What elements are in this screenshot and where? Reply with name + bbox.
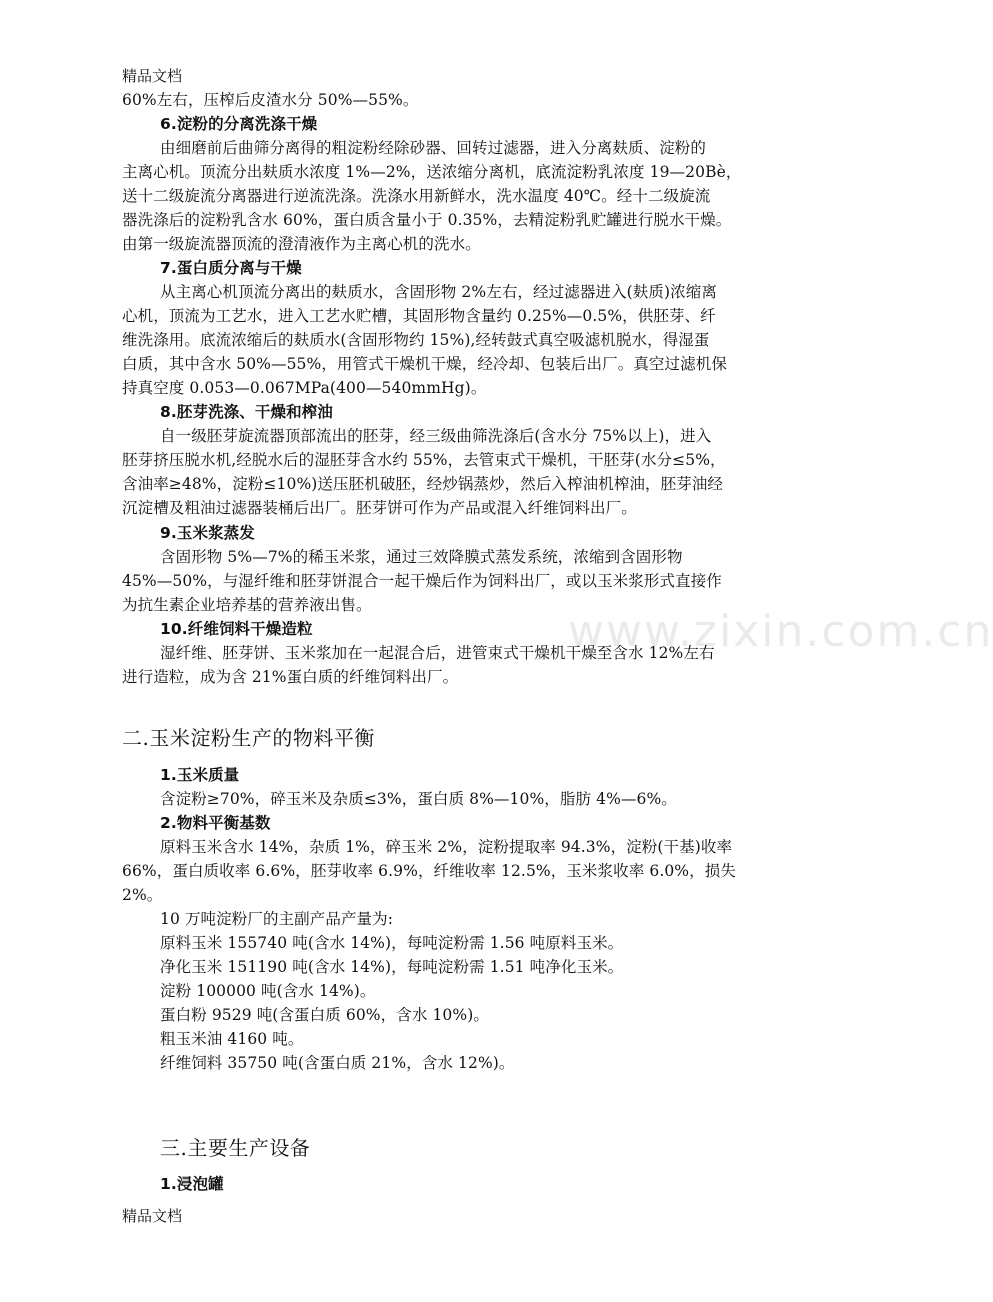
- text-line: 60%左右，压榨后皮渣水分 50%—55%。: [122, 91, 419, 109]
- text-line: 净化玉米 151190 吨(含水 14%)，每吨淀粉需 1.51 吨净化玉米。: [160, 958, 624, 976]
- page-header: 精品文档: [122, 67, 183, 85]
- text-line: 从主离心机顶流分离出的麸质水，含固形物 2%左右，经过滤器进入(麸质)浓缩离: [160, 283, 717, 301]
- text-line: 原料玉米 155740 吨(含水 14%)，每吨淀粉需 1.56 吨原料玉米。: [160, 934, 624, 952]
- text-line: 沉淀槽及粗油过滤器装桶后出厂。胚芽饼可作为产品或混入纤维饲料出厂。: [122, 499, 637, 517]
- text-line: 维洗涤用。底流浓缩后的麸质水(含固形物约 15%),经转鼓式真空吸滤机脱水，得湿蛋: [122, 331, 710, 349]
- text-line: 自一级胚芽旋流器顶部流出的胚芽，经三级曲筛洗涤后(含水分 75%以上)，进入: [160, 427, 712, 445]
- text-line: 心机，顶流为工艺水，进入工艺水贮槽，其固形物含量约 0.25%—0.5%，供胚芽、纤: [122, 307, 716, 325]
- text-line: 含固形物 5%—7%的稀玉米浆，通过三效降膜式蒸发系统，浓缩到含固形物: [160, 548, 683, 566]
- chapter-heading: 三.主要生产设备: [160, 1136, 311, 1160]
- text-line: 淀粉 100000 吨(含水 14%)。: [160, 982, 376, 1000]
- text-line: 10 万吨淀粉厂的主副产品产量为:: [160, 910, 394, 928]
- watermark: www.zixin.com.cn: [568, 606, 993, 657]
- section-heading: 7.蛋白质分离与干燥: [160, 259, 302, 277]
- section-heading: 10.纤维饲料干燥造粒: [160, 620, 313, 638]
- chapter-heading: 二.玉米淀粉生产的物料平衡: [122, 726, 375, 750]
- text-line: 胚芽挤压脱水机,经脱水后的湿胚芽含水约 55%，去管束式干燥机，干胚芽(水分≤5%，: [122, 451, 726, 469]
- text-line: 白质，其中含水 50%—55%，用管式干燥机干燥，经冷却、包装后出厂。真空过滤机保: [122, 355, 727, 373]
- page-footer: 精品文档: [122, 1207, 183, 1225]
- text-line: 由细磨前后曲筛分离得的粗淀粉经除砂器、回转过滤器，进入分离麸质、淀粉的: [160, 139, 707, 157]
- text-line: 持真空度 0.053—0.067MPa(400—540mmHg)。: [122, 379, 487, 397]
- section-heading: 1.浸泡罐: [160, 1175, 224, 1193]
- section-heading: 2.物料平衡基数: [160, 814, 271, 832]
- section-heading: 8.胚芽洗涤、干燥和榨油: [160, 403, 333, 421]
- text-line: 45%—50%，与湿纤维和胚芽饼混合一起干燥后作为饲料出厂，或以玉米浆形式直接作: [122, 572, 722, 590]
- text-line: 纤维饲料 35750 吨(含蛋白质 21%，含水 12%)。: [160, 1054, 515, 1072]
- text-line: 含油率≥48%，淀粉≤10%)送压胚机破胚，经炒锅蒸炒，然后入榨油机榨油，胚芽油经: [122, 475, 724, 493]
- section-heading: 9.玉米浆蒸发: [160, 524, 255, 542]
- text-line: 送十二级旋流分离器进行逆流洗涤。洗涤水用新鲜水，洗水温度 40℃。经十二级旋流: [122, 187, 711, 205]
- text-line: 原料玉米含水 14%，杂质 1%，碎玉米 2%，淀粉提取率 94.3%，淀粉(干基)收率: [160, 838, 733, 856]
- text-line: 进行造粒，成为含 21%蛋白质的纤维饲料出厂。: [122, 668, 459, 686]
- text-line: 由第一级旋流器顶流的澄清液作为主离心机的洗水。: [122, 235, 481, 253]
- section-heading: 1.玉米质量: [160, 766, 240, 784]
- text-line: 66%，蛋白质收率 6.6%，胚芽收率 6.9%，纤维收率 12.5%，玉米浆收率 6.0%，损失: [122, 862, 736, 880]
- section-heading: 6.淀粉的分离洗涤干燥: [160, 115, 318, 133]
- text-line: 2%。: [122, 886, 163, 904]
- text-line: 器洗涤后的淀粉乳含水 60%，蛋白质含量小于 0.35%，去精淀粉乳贮罐进行脱水干燥。: [122, 211, 732, 229]
- text-line: 含淀粉≥70%，碎玉米及杂质≤3%，蛋白质 8%—10%，脂肪 4%—6%。: [160, 790, 677, 808]
- text-line: 粗玉米油 4160 吨。: [160, 1030, 304, 1048]
- text-line: 主离心机。顶流分出麸质水浓度 1%—2%，送浓缩分离机，底流淀粉乳浓度 19—20Bè，: [122, 163, 742, 181]
- text-line: 湿纤维、胚芽饼、玉米浆加在一起混合后，进管束式干燥机干燥至含水 12%左右: [160, 644, 715, 662]
- text-line: 为抗生素企业培养基的营养液出售。: [122, 596, 372, 614]
- text-line: 蛋白粉 9529 吨(含蛋白质 60%，含水 10%)。: [160, 1006, 489, 1024]
